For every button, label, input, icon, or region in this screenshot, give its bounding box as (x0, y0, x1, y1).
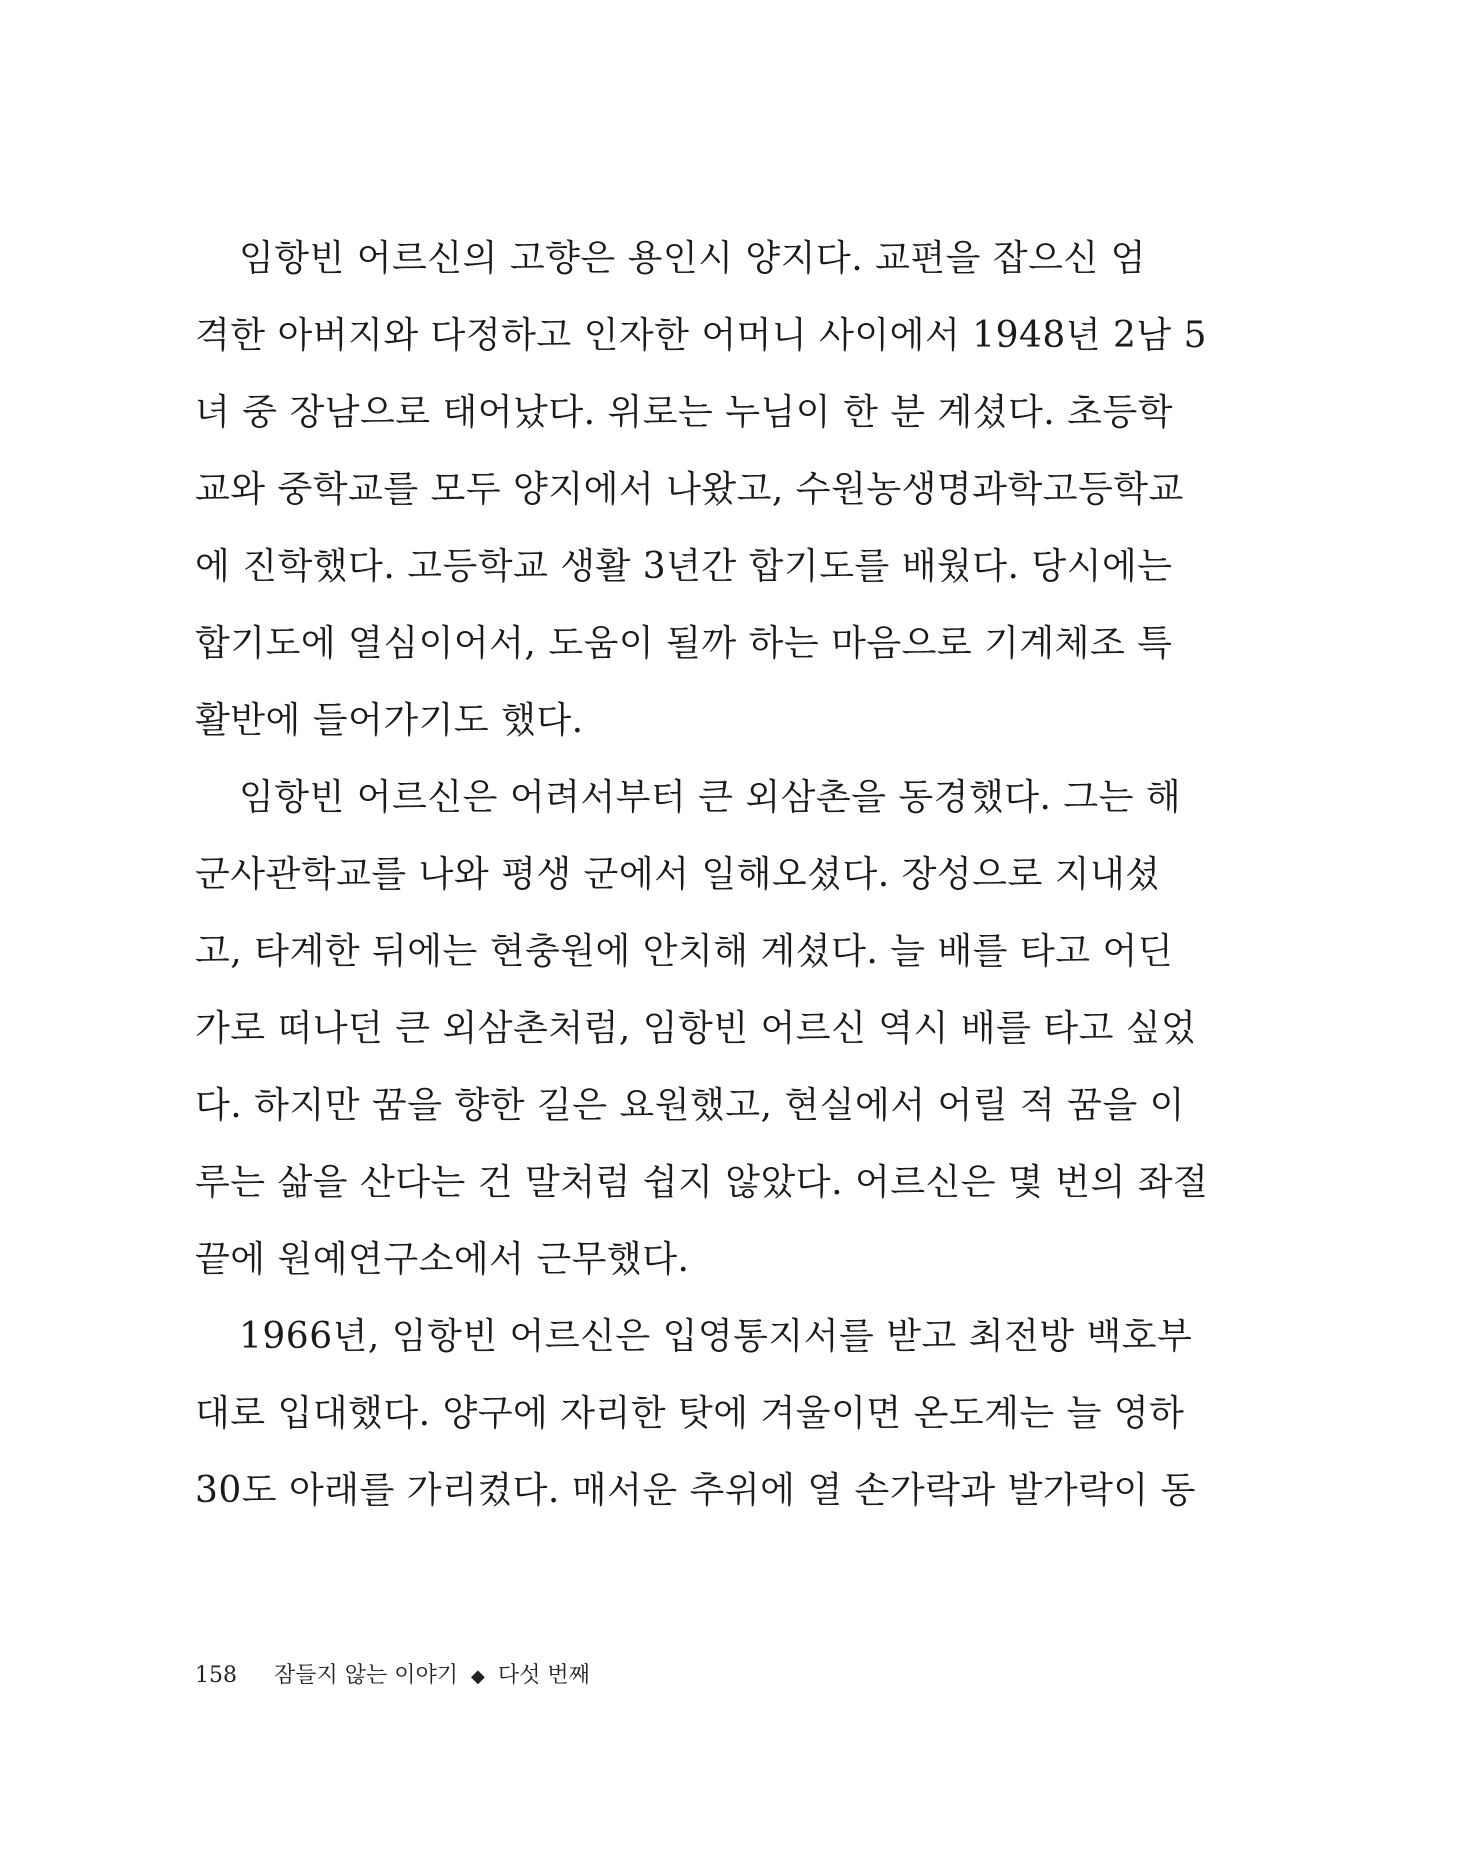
paragraph (195, 759, 1209, 1298)
text-line: 에 진학했다. 고등학교 생활 3년간 합기도를 배웠다. 당시에는 (195, 546, 1173, 587)
text-line: 격한 아버지와 다정하고 인자한 어머니 사이에서 1948년 2남 5 (195, 315, 1208, 356)
text-line: 군사관학교를 나와 평생 군에서 일해오셨다. 장성으로 지내셨 (195, 854, 1161, 895)
text-line: 루는 삶을 산다는 건 말처럼 쉽지 않았다. 어르신은 몇 번의 좌절 (195, 1162, 1209, 1203)
chapter-label: 다섯 번째 (497, 1663, 590, 1688)
paragraph (195, 220, 1208, 759)
text-line: 임항빈 어르신은 어려서부터 큰 외삼촌을 동경했다. 그는 해 (239, 777, 1182, 818)
text-line: 합기도에 열심이어서, 도움이 될까 하는 마음으로 기계체조 특 (195, 623, 1173, 664)
text-line: 가로 떠나던 큰 외삼촌처럼, 임항빈 어르신 역시 배를 타고 싶었 (195, 1008, 1197, 1049)
text-line: 임항빈 어르신의 고향은 용인시 양지다. 교편을 잡으신 엄 (239, 238, 1146, 279)
text-line: 대로 입대했다. 양구에 자리한 탓에 겨울이면 온도계는 늘 영하 (195, 1393, 1185, 1434)
text-line: 고, 타계한 뒤에는 현충원에 안치해 계셨다. 늘 배를 타고 어딘 (195, 931, 1174, 972)
text-line: 활반에 들어가기도 했다. (195, 700, 584, 741)
paragraph (195, 1298, 1196, 1529)
text-line: 1966년, 임항빈 어르신은 입영통지서를 받고 최전방 백호부 (239, 1316, 1193, 1357)
text-line: 30도 아래를 가리켰다. 매서운 추위에 열 손가락과 발가락이 동 (195, 1470, 1196, 1511)
body-text (195, 220, 1209, 1529)
text-line: 녀 중 장남으로 태어났다. 위로는 누님이 한 분 계셨다. 초등학 (195, 392, 1174, 433)
page-footer (195, 1658, 590, 1689)
page-number: 158 (195, 1663, 237, 1688)
diamond-separator-icon: ◆ (471, 1666, 485, 1687)
text-line: 교와 중학교를 모두 양지에서 나왔고, 수원농생명과학고등학교 (195, 469, 1184, 510)
text-line: 끝에 원예연구소에서 근무했다. (195, 1239, 690, 1280)
book-title: 잠들지 않는 이야기 (274, 1663, 459, 1688)
text-line: 다. 하지만 꿈을 향한 길은 요원했고, 현실에서 어릴 적 꿈을 이 (195, 1085, 1185, 1126)
